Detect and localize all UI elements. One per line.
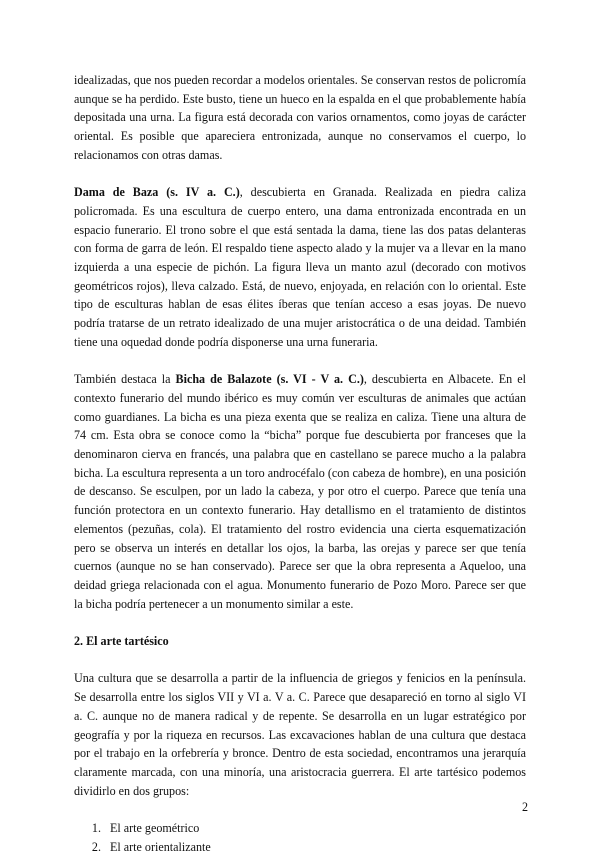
paragraph-dama-de-baza xyxy=(74,183,526,351)
dama-de-baza-text: , descubierta en Granada. Realizada en piedra caliza policromada. Es una escultura de cuerpo entero, una dama entronizada encontrada en un espacio funerario. El trono sobre el que está sentada la dama, tiene las dos patas delanteras con forma de garra de león. El respaldo tiene aspecto alado y la mujer va a llevar en la mano izquierda a una especie de pichón. La figura lleva un manto azul (decorado con motivos geométricos rojos), lleva calzado. Está, de nuevo, enjoyada, en relación con lo oriental. Este tipo de esculturas hablan de esas élites íberas que tenían acceso a esas joyas. De nuevo podría tratarse de un retrato idealizado de una mujer aristocrática o de una deidad. También tiene una oquedad donde podría disponerse una urna funeraria. xyxy=(74,185,526,349)
paragraph-busto: idealizadas, que nos pueden recordar a modelos orientales. Se conservan restos de policromía aunque se ha perdido. Este busto, tiene un hueco en la espalda en el que probablemente había depositada una urna. La figura está decorada con varios ornamentos, como joyas de carácter oriental. Es posible que apareciera entronizada, aunque no conservamos el cuerpo, lo relacionamos con otras damas. xyxy=(74,73,527,162)
groups-list xyxy=(74,819,526,856)
paragraph-bicha-de-balazote xyxy=(74,370,526,613)
page-number: 2 xyxy=(521,800,528,814)
paragraph-tartesico: Una cultura que se desarrolla a partir de la influencia de griegos y fenicios en la península. Se desarrolla entre los siglos VII y VI a. V a. C. Parece que desapareció en torno al siglo VI a. C. aunque no de manera radical y de repente. Se desarrolla en un lugar estratégico por geografía y por la riqueza en recursos. Las excavaciones hablan de una cultura que destaca por el trabajo en la orfebrería y bronce. Dentro de esta sociedad, encontramos una jerarquía claramente marcada, con una minoría, una aristocracia guerrera. El arte tartésico podemos dividirlo en dos grupos: xyxy=(74,671,526,798)
dama-de-baza-title: Dama de Baza (s. IV a. C.) xyxy=(74,185,240,200)
section-heading: 2. El arte tartésico xyxy=(74,634,169,649)
bicha-intro: También destaca la xyxy=(74,372,176,387)
list-item: 2. El arte orientalizante xyxy=(104,838,526,856)
list-item: 1. El arte geométrico xyxy=(104,819,526,838)
bicha-de-balazote-title: Bicha de Balazote (s. VI - V a. C.) xyxy=(175,372,364,387)
bicha-text: , descubierta en Albacete. En el contexto funerario del mundo ibérico es muy común ver esculturas de animales que actúan como guardianes. La bicha es una pieza exenta que se realiza en caliza. Tiene una altura de 74 cm. Esta obra se conoce como la “bicha” porque fue descubierta por franceses que la denominaron cierva en francés, una palabra que en castellano se parece mucho a la palabra bicha. La escultura representa a un toro androcéfalo (con cabeza de hombre), en una posición de descanso. Se esculpen, por un lado la cabeza, y por otro el cuerpo. Parece que tenía una función protectora en un contexto funerario. Hay detallismo en el tratamiento de distintos elementos (pezuñas, cola). El tratamiento del rostro evidencia una cierta esquematización pero se observa un interés en detallar los ojos, la barba, las orejas y parece ser que tenía cuernos (aunque no se han conservado). Parece ser que la obra representa a Aqueloo, una deidad griega relacionada con el agua. Monumento funerario de Pozo Moro. Parece ser que la bicha podría pertenecer a un monumento similar a este. xyxy=(74,372,526,611)
page-content xyxy=(74,71,526,856)
